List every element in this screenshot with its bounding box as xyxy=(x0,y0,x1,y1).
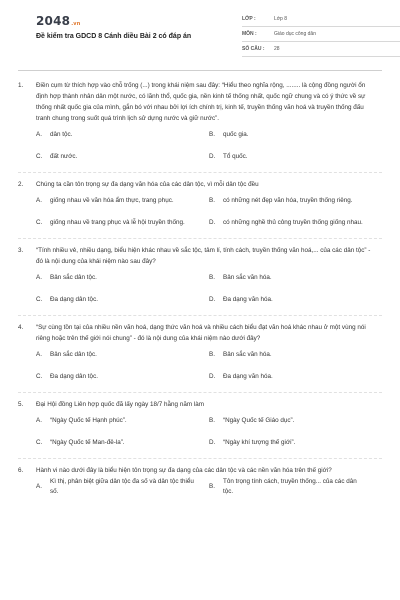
answer-options xyxy=(18,190,382,234)
option-key: A. xyxy=(36,351,42,358)
option-key: D. xyxy=(209,296,216,303)
option-key: D. xyxy=(209,373,216,380)
question-text-row xyxy=(18,179,382,190)
option-text: giống nhau về trang phục và lễ hội truyền thống. xyxy=(50,219,185,226)
option-key: C. xyxy=(36,296,43,303)
answer-options xyxy=(18,124,382,168)
option-text: Bản sắc văn hóa. xyxy=(223,274,272,281)
option-key: A. xyxy=(36,274,42,281)
answer-option[interactable] xyxy=(209,344,382,366)
option-key: D. xyxy=(209,153,216,160)
question-text-row xyxy=(18,245,382,267)
option-key: B. xyxy=(209,483,215,490)
question-text-row xyxy=(18,399,382,410)
meta-value: Lớp 8 xyxy=(274,16,288,22)
answer-option[interactable] xyxy=(209,124,382,146)
option-key: A. xyxy=(36,417,42,424)
option-key: A. xyxy=(36,197,42,204)
question-number: 1. xyxy=(18,82,24,89)
option-key: A. xyxy=(36,483,42,490)
option-key: D. xyxy=(209,219,216,226)
question-text: “Tính nhiều vẻ, nhiều dạng, biểu hiện khác nhau về sắc tộc, tâm lí, tính cách, truyền thống văn hoá,... của các dân tộc” - đó là nội dung của khái niệm nào sau đây? xyxy=(36,247,371,265)
question-separator xyxy=(18,458,382,459)
option-text: Tôn trọng tính cách, truyền thống... của các dân tộc. xyxy=(223,478,357,495)
option-text: quốc gia. xyxy=(223,131,249,138)
question-number: 3. xyxy=(18,247,24,254)
question-item xyxy=(18,179,382,239)
option-key: C. xyxy=(36,153,43,160)
answer-option[interactable] xyxy=(209,410,382,432)
option-text: Đa dạng dân tộc. xyxy=(50,373,98,380)
question-item xyxy=(18,245,382,316)
option-text: Bản sắc văn hóa. xyxy=(223,351,272,358)
answer-option[interactable] xyxy=(209,267,382,289)
answer-option[interactable] xyxy=(36,476,209,498)
site-logo[interactable] xyxy=(36,14,81,28)
option-key: C. xyxy=(36,373,43,380)
option-text: có những nghề thủ công truyền thống giống nhau. xyxy=(223,219,363,226)
question-text-row xyxy=(18,80,382,124)
option-key: A. xyxy=(36,131,42,138)
option-text: Đa dạng văn hóa. xyxy=(223,373,273,380)
answer-options xyxy=(18,267,382,311)
meta-row-class xyxy=(242,12,400,27)
answer-option[interactable] xyxy=(36,289,209,311)
question-item xyxy=(18,80,382,173)
option-text: Kì thị, phân biệt giữa dân tộc đa số và dân tộc thiểu số. xyxy=(50,478,194,495)
meta-row-subject xyxy=(242,27,400,42)
answer-option[interactable] xyxy=(209,146,382,168)
option-key: B. xyxy=(209,197,215,204)
answer-options xyxy=(18,410,382,454)
option-text: “Ngày Quốc tế Giáo dục”. xyxy=(223,417,295,424)
answer-option[interactable] xyxy=(36,124,209,146)
question-number: 6. xyxy=(18,467,24,474)
header-divider xyxy=(18,70,382,71)
option-key: D. xyxy=(209,439,216,446)
meta-value: Giáo dục công dân xyxy=(274,31,316,37)
option-text: Đa dạng văn hóa. xyxy=(223,296,273,303)
option-text: đất nước. xyxy=(50,153,78,160)
option-key: B. xyxy=(209,131,215,138)
answer-option[interactable] xyxy=(209,289,382,311)
question-item xyxy=(18,465,382,498)
option-text: “Ngày khí tượng thế giới”. xyxy=(223,439,296,446)
option-text: “Ngày Quốc tế Hạnh phúc”. xyxy=(50,417,127,424)
answer-option[interactable] xyxy=(209,366,382,388)
question-text: Điền cụm từ thích hợp vào chỗ trống (...) trong khái niệm sau đây: “Hiểu theo nghĩa rộng, ........ là cộng đồng người ổn định hợp thành nhân dân một nước, có lãnh thổ, quốc gia, nền kinh tế thống nhất, quốc ngữ chung và có ý thức về sự thống nhất quốc gia của mình, gắn bó với nhau bởi lợi ích chính trị, kinh tế, truyền thống văn hoá và truyền thống đấu tranh chung trong suốt quá trình lịch sử dựng nước và giữ nước”. xyxy=(36,82,366,122)
document-title: Đề kiểm tra GDCD 8 Cánh diều Bài 2 có đáp án xyxy=(36,33,192,40)
question-separator xyxy=(18,172,382,173)
question-item xyxy=(18,399,382,459)
document-header xyxy=(18,0,382,64)
question-list xyxy=(18,80,382,498)
logo-main: 2048 xyxy=(36,14,71,28)
answer-option[interactable] xyxy=(209,476,382,498)
answer-option[interactable] xyxy=(36,212,209,234)
question-separator xyxy=(18,238,382,239)
answer-option[interactable] xyxy=(209,212,382,234)
question-number: 4. xyxy=(18,324,24,331)
option-text: giống nhau về văn hóa ẩm thực, trang phục. xyxy=(50,197,174,204)
meta-row-count xyxy=(242,42,400,57)
question-text: “Sự cùng tồn tại của nhiều nền văn hoá, dạng thức văn hoá và nhiều cách biểu đạt văn hoá khác nhau ở một vùng nói riêng hoặc trên thế giới nói chung” - đó là nội dung của khái niệm nào dưới đây? xyxy=(36,324,366,342)
option-key: B. xyxy=(209,351,215,358)
answer-option[interactable] xyxy=(36,366,209,388)
question-separator xyxy=(18,392,382,393)
option-text: Đa dạng dân tộc. xyxy=(50,296,98,303)
question-separator xyxy=(18,315,382,316)
option-key: C. xyxy=(36,439,43,446)
answer-option[interactable] xyxy=(36,267,209,289)
question-text-row xyxy=(18,465,382,476)
answer-option[interactable] xyxy=(36,432,209,454)
option-text: dân tộc. xyxy=(50,131,73,138)
answer-options xyxy=(18,344,382,388)
meta-label: LỚP : xyxy=(242,16,256,22)
answer-option[interactable] xyxy=(209,190,382,212)
option-key: C. xyxy=(36,219,43,226)
meta-value: 28 xyxy=(274,46,280,52)
logo-suffix: .vn xyxy=(71,21,81,27)
answer-option[interactable] xyxy=(36,190,209,212)
option-text: có những nét đẹp văn hóa, truyền thống riêng. xyxy=(223,197,353,204)
question-text: Hành vi nào dưới đây là biểu hiện tôn trọng sự đa dạng của các dân tộc và các nền văn hóa trên thế giới? xyxy=(36,467,332,474)
answer-option[interactable] xyxy=(36,146,209,168)
answer-option[interactable] xyxy=(209,432,382,454)
option-key: B. xyxy=(209,417,215,424)
meta-info-box xyxy=(242,12,400,57)
option-text: Bản sắc dân tộc. xyxy=(50,351,97,358)
meta-label: MÔN : xyxy=(242,31,257,37)
question-item xyxy=(18,322,382,393)
meta-label: SỐ CÂU : xyxy=(242,46,265,52)
question-number: 5. xyxy=(18,401,24,408)
question-text: Đại Hội đồng Liên hợp quốc đã lấy ngày 18/7 hằng năm làm xyxy=(36,401,204,408)
answer-options xyxy=(18,476,382,498)
answer-option[interactable] xyxy=(36,410,209,432)
option-text: “Ngày Quốc tế Man-đê-la”. xyxy=(50,439,125,446)
question-number: 2. xyxy=(18,181,24,188)
option-key: B. xyxy=(209,274,215,281)
question-text: Chúng ta cần tôn trọng sự đa dạng văn hóa của các dân tộc, vì mỗi dân tộc đều xyxy=(36,181,259,188)
question-text-row xyxy=(18,322,382,344)
answer-option[interactable] xyxy=(36,344,209,366)
option-text: Tổ quốc. xyxy=(223,153,248,160)
option-text: Bản sắc dân tộc. xyxy=(50,274,97,281)
